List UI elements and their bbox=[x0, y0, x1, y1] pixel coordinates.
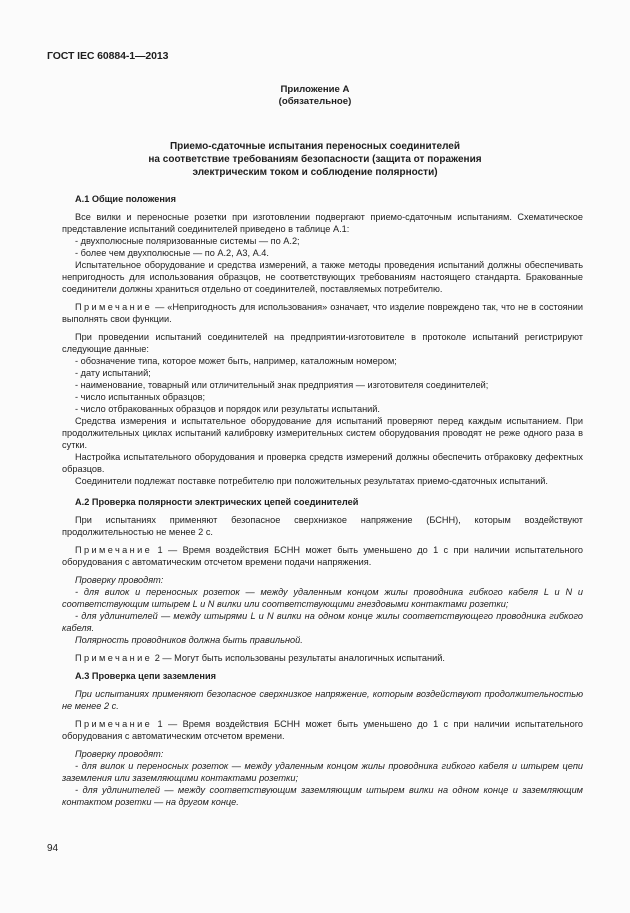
section-a3-note-1 bbox=[62, 718, 583, 742]
list-item: - обозначение типа, которое может быть, например, каталожным номером; bbox=[75, 356, 397, 366]
list-item: - для удлинителей — между штырями L и N вилки на одном конце жилы соответствующего проводника гибкого кабеля. bbox=[62, 611, 583, 633]
list-item: - для вилок и переносных розеток — между удаленным концом жилы проводника гибкого кабеля L и N и соответствующим штырем L и N вилки или соответствующими гнездовыми контактами розетки; bbox=[62, 587, 583, 609]
section-a1-note bbox=[62, 301, 583, 325]
section-a2-polarity: Полярность проводников должна быть правильной. bbox=[75, 635, 303, 645]
list-item: - дату испытаний; bbox=[75, 368, 151, 378]
annex-heading bbox=[0, 84, 630, 108]
annex-label: Приложение А bbox=[280, 84, 350, 95]
list-item: - наименование, товарный или отличительный знак предприятия — изготовителя соединителей; bbox=[75, 380, 489, 390]
list-item: - для удлинителей — между соответствующим заземляющим штырем вилки на одном конце и заземляющим контактом розетки — на другом конце. bbox=[62, 785, 583, 807]
section-a2-paragraph-1: При испытаниях применяют безопасное сверхнизкое напряжение (БСНН), которым воздействуют продолжительностью не менее 2 с. bbox=[62, 515, 583, 537]
note-text: 2 — Могут быть использованы результаты аналогичных испытаний. bbox=[152, 653, 445, 663]
document-body bbox=[62, 193, 583, 808]
note-label: Примечание bbox=[75, 302, 153, 312]
section-a2-check-title: Проверку проводят: bbox=[75, 575, 164, 585]
list-item: - число отбракованных образцов и порядок или результаты испытаний. bbox=[75, 404, 380, 414]
section-a2-heading: А.2 Проверка полярности электрических цепей соединителей bbox=[75, 497, 359, 507]
annex-title-line-2: на соответствие требованиям безопасности (защита от поражения bbox=[148, 154, 482, 165]
note-label: Примечание bbox=[75, 653, 153, 663]
list-item: - для вилок и переносных розеток — между удаленным концом жилы проводника гибкого кабеля и штырем цепи заземления или заземляющими контактами розетки; bbox=[62, 761, 583, 783]
note-text: 1 — Время воздействия БСНН может быть уменьшено до 1 с при наличии испытательного оборудования с автоматическим отсчетом времени. bbox=[62, 719, 583, 741]
annex-status: (обязательное) bbox=[278, 96, 352, 107]
annex-title-line-3: электрическим током и соблюдение полярности) bbox=[192, 167, 438, 178]
section-a3-check-title: Проверку проводят: bbox=[75, 749, 164, 759]
section-a3-paragraph-1: При испытаниях применяют безопасное сверхнизкое напряжение, которым воздействуют продолжительностью не менее 2 с. bbox=[62, 689, 583, 711]
section-a1-paragraph-2: Испытательное оборудование и средства измерений, а также методы проведения испытаний должны обеспечивать непригодность для использования образцов, не соответствующих требованиям настоящего стандарта. Бракованные соединители должны храниться отдельно от соединителей, поставляемых потребителю. bbox=[62, 260, 583, 294]
section-a2-note-1 bbox=[62, 544, 583, 568]
list-item: - число испытанных образцов; bbox=[75, 392, 206, 402]
section-a2-note-2 bbox=[62, 652, 583, 664]
note-text: 1 — Время воздействия БСНН может быть уменьшено до 1 с при наличии испытательного оборудования с автоматическим отсчетом времени подачи напряжения. bbox=[62, 545, 583, 567]
list-item: - двухполюсные поляризованные системы — по А.2; bbox=[75, 236, 300, 246]
note-label: Примечание bbox=[75, 719, 153, 729]
document-code: ГОСТ IEC 60884-1—2013 bbox=[47, 50, 169, 62]
section-a1-paragraph-4: Средства измерения и испытательное оборудование для испытаний проверяют перед каждым испытанием. При продолжительных циклах испытаний калибровку измерительных систем оборудования проводят не реже одного раза в сутки. bbox=[62, 416, 583, 450]
section-a1-paragraph-1: Все вилки и переносные розетки при изготовлении подвергают приемо-сдаточным испытаниям. Схематическое представление испытаний соединителей приведено в таблице А.1: bbox=[62, 212, 583, 234]
note-label: Примечание bbox=[75, 545, 153, 555]
list-item: - более чем двухполюсные — по А.2, А3, А.4. bbox=[75, 248, 269, 258]
section-a1-paragraph-3: При проведении испытаний соединителей на предприятии-изготовителе в протоколе испытаний регистрируют следующие данные: bbox=[62, 332, 583, 354]
note-text: — «Непригодность для использования» означает, что изделие повреждено так, что не в состоянии выполнять свои функции. bbox=[62, 302, 583, 324]
section-a1-paragraph-5: Настройка испытательного оборудования и проверка средств измерений должны обеспечить отбраковку дефектных образцов. bbox=[62, 452, 583, 474]
annex-title bbox=[120, 140, 510, 179]
section-a1-paragraph-6: Соединители подлежат поставке потребителю при положительных результатах приемо-сдаточных испытаний. bbox=[75, 476, 548, 486]
page-number: 94 bbox=[47, 843, 59, 854]
annex-title-line-1: Приемо-сдаточные испытания переносных соединителей bbox=[169, 141, 461, 152]
section-a3-heading: А.3 Проверка цепи заземления bbox=[75, 671, 216, 681]
section-a1-heading: А.1 Общие положения bbox=[75, 194, 176, 204]
